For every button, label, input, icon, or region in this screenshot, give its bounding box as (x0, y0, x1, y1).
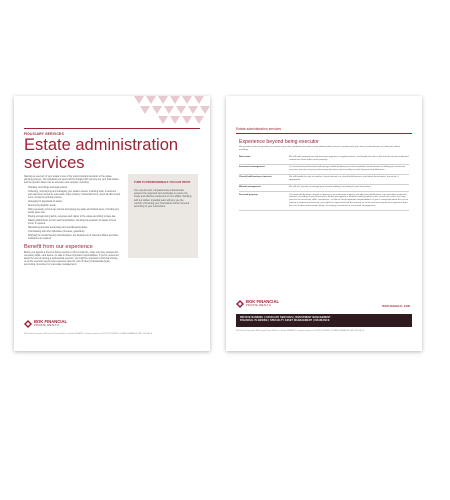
footer-services-line-2: FINANCIAL PLANNING | SPECIALTY ASSET MANAGEMENT | INSURANCE (240, 320, 330, 323)
row-term: Mineral management (239, 184, 289, 191)
page-title: Estate administration services (24, 136, 179, 172)
brand-logo (236, 300, 279, 308)
list-item: • Filing necessary income tax returns and paying any state and federal taxes, including any estate taxes due (28, 209, 120, 215)
header-rule (236, 133, 412, 134)
list-item: • Coordinating with other fiduciaries (trustees, guardians) (28, 231, 120, 234)
website-link[interactable]: BOKFINANCIAL.COM (382, 305, 410, 308)
row-term: Investment management (239, 164, 289, 174)
logo-name: BOK FINANCIAL (246, 299, 280, 304)
benefit-paragraph: Before you appoint a friend or family member to this crucial role, make sure they possess the necessary skills—and desire—to take on these important responsibilities. If you're concerned about the cost of naming a professional executor, you might be surprised to find that naming us as the executor may be less expensive than the cost of other professionals (legal, accounting, investment or real estate management). (24, 251, 119, 267)
duties-list (24, 187, 120, 241)
table-row (239, 155, 409, 164)
list-item: • Maintaining accurate accounting and recordkeeping duties (28, 227, 120, 230)
list-item: • Notifying the Social Security Administration, the Department of Veterans Affairs and other institutions as required (28, 235, 120, 241)
logo-name: BOK FINANCIAL (34, 319, 68, 324)
row-description: We will sell, transfer or manage your mineral holdings, according to your instructions. (289, 184, 409, 191)
services-table (239, 155, 409, 211)
table-row (239, 184, 409, 191)
section-title: Experience beyond being executor (239, 139, 319, 145)
running-header: Estate administration services (236, 127, 282, 131)
decorative-pattern (134, 96, 210, 126)
list-item: • Paying and approving debts, expenses and claims of the estate according to state law (28, 216, 120, 219)
callout-title: TURN TO PROFESSIONALS YOU CAN TRUST (134, 181, 191, 184)
logo-subtitle: PRIVATE WEALTH (246, 304, 271, 307)
section-eyebrow: FIDUCIARY SERVICES (24, 132, 64, 136)
brand-logo (24, 320, 67, 328)
list-item: • Handling court filings and legal notices (28, 187, 120, 190)
row-description: Our team will distribute, donate or dispose of your personal property, including household items, cars and other motorized vehicles, according to your final wishes. Before you appoint a friend or family member to this crucial role, make sure they possess the necessary skills—and desire—to take on these important responsibilities. If you're concerned about the cost of naming a professional executor, you might be surprised to find that naming us as the executor may be less expensive than the cost of other professionals (legal, accounting, investment or real estate management). (289, 192, 409, 210)
footer-services-line-1: PRIVATE BANKING | FIDUCIARY SERVICES | INVESTMENT MANAGEMENT (240, 316, 331, 319)
table-row (239, 164, 409, 174)
table-row (239, 174, 409, 184)
intro-paragraph: Naming an executor of your estate is one of the most important decisions in the estate-planning process. The individual you select will be charged with carrying out your final wishes, and the specific duties can be extensive and complex, including: (24, 176, 120, 185)
row-description: Our investment professionals will manage and/or distribute your entire portfolio of investments, including your retirement accounts, pursuant to your testamentary directions and according to state law governing fiduciaries. (289, 164, 409, 174)
table-row (239, 192, 409, 210)
row-description: We will handle the sale or transfer of your interest in a closely held business and adjust the business' tax return, if appropriate. (289, 174, 409, 184)
benefit-heading: Benefit from our experience (24, 243, 93, 250)
callout-text: Our experienced, compassionate professionals possess the legal and tax knowledge to ensure the timely and effective settlement of your affairs. Working with our skilled, impartial team will give you the comfort of knowing your final wishes will be honored according to your instructions. (134, 189, 192, 209)
header-rule (24, 128, 200, 129)
disclaimer-text: BOK Financial Corporation. BOK Financial Private Wealth, Inc. Member FINRA/SIPC. Investment products are: NOT FDIC INSURED • NO BANK GUARANTEE • MAY LOSE VALUE (236, 331, 364, 332)
body-column (24, 176, 120, 269)
services-footer-band (236, 314, 412, 327)
list-item: • Determining liquidity needs (28, 205, 120, 208)
row-description: We will make property tax and insurance payments, negotiate leases, and handle the sale or title transfer of your residential, commercial, farm and/or ranch property. (289, 155, 409, 164)
logo-subtitle: PRIVATE WEALTH (34, 324, 59, 327)
row-term: Real estate (239, 155, 289, 164)
row-term: Closely held business interests (239, 174, 289, 184)
logo-mark-icon (236, 300, 244, 308)
list-item: • Collecting, inventorying and managing your estate's assets, including bank, investment and retirement accounts, real estate, other property, household items, personal effects and more, during the probate process (28, 191, 120, 200)
disclaimer-text: BOK Financial Corporation. BOK Financial Private Wealth, Inc. Member FINRA/SIPC. Investment products are: NOT FDIC INSURED • NO BANK GUARANTEE • MAY LOSE VALUE (24, 334, 152, 335)
brochure-page-front (14, 96, 210, 351)
logo-mark-icon (24, 320, 32, 328)
row-term: Personal property (239, 192, 289, 210)
callout-panel (128, 174, 198, 258)
list-item: • Arranging for appraisals of assets (28, 201, 120, 204)
list-item: • Making distributions to heirs and beneficiaries, including the selection of assets to fund trusts, if required (28, 220, 120, 226)
section-intro: We provide a team of specialists in various areas who coordinate the entire estate administration process, working with your other trusted advisors to settle your affairs including: (239, 146, 401, 151)
brochure-page-back (226, 96, 422, 351)
